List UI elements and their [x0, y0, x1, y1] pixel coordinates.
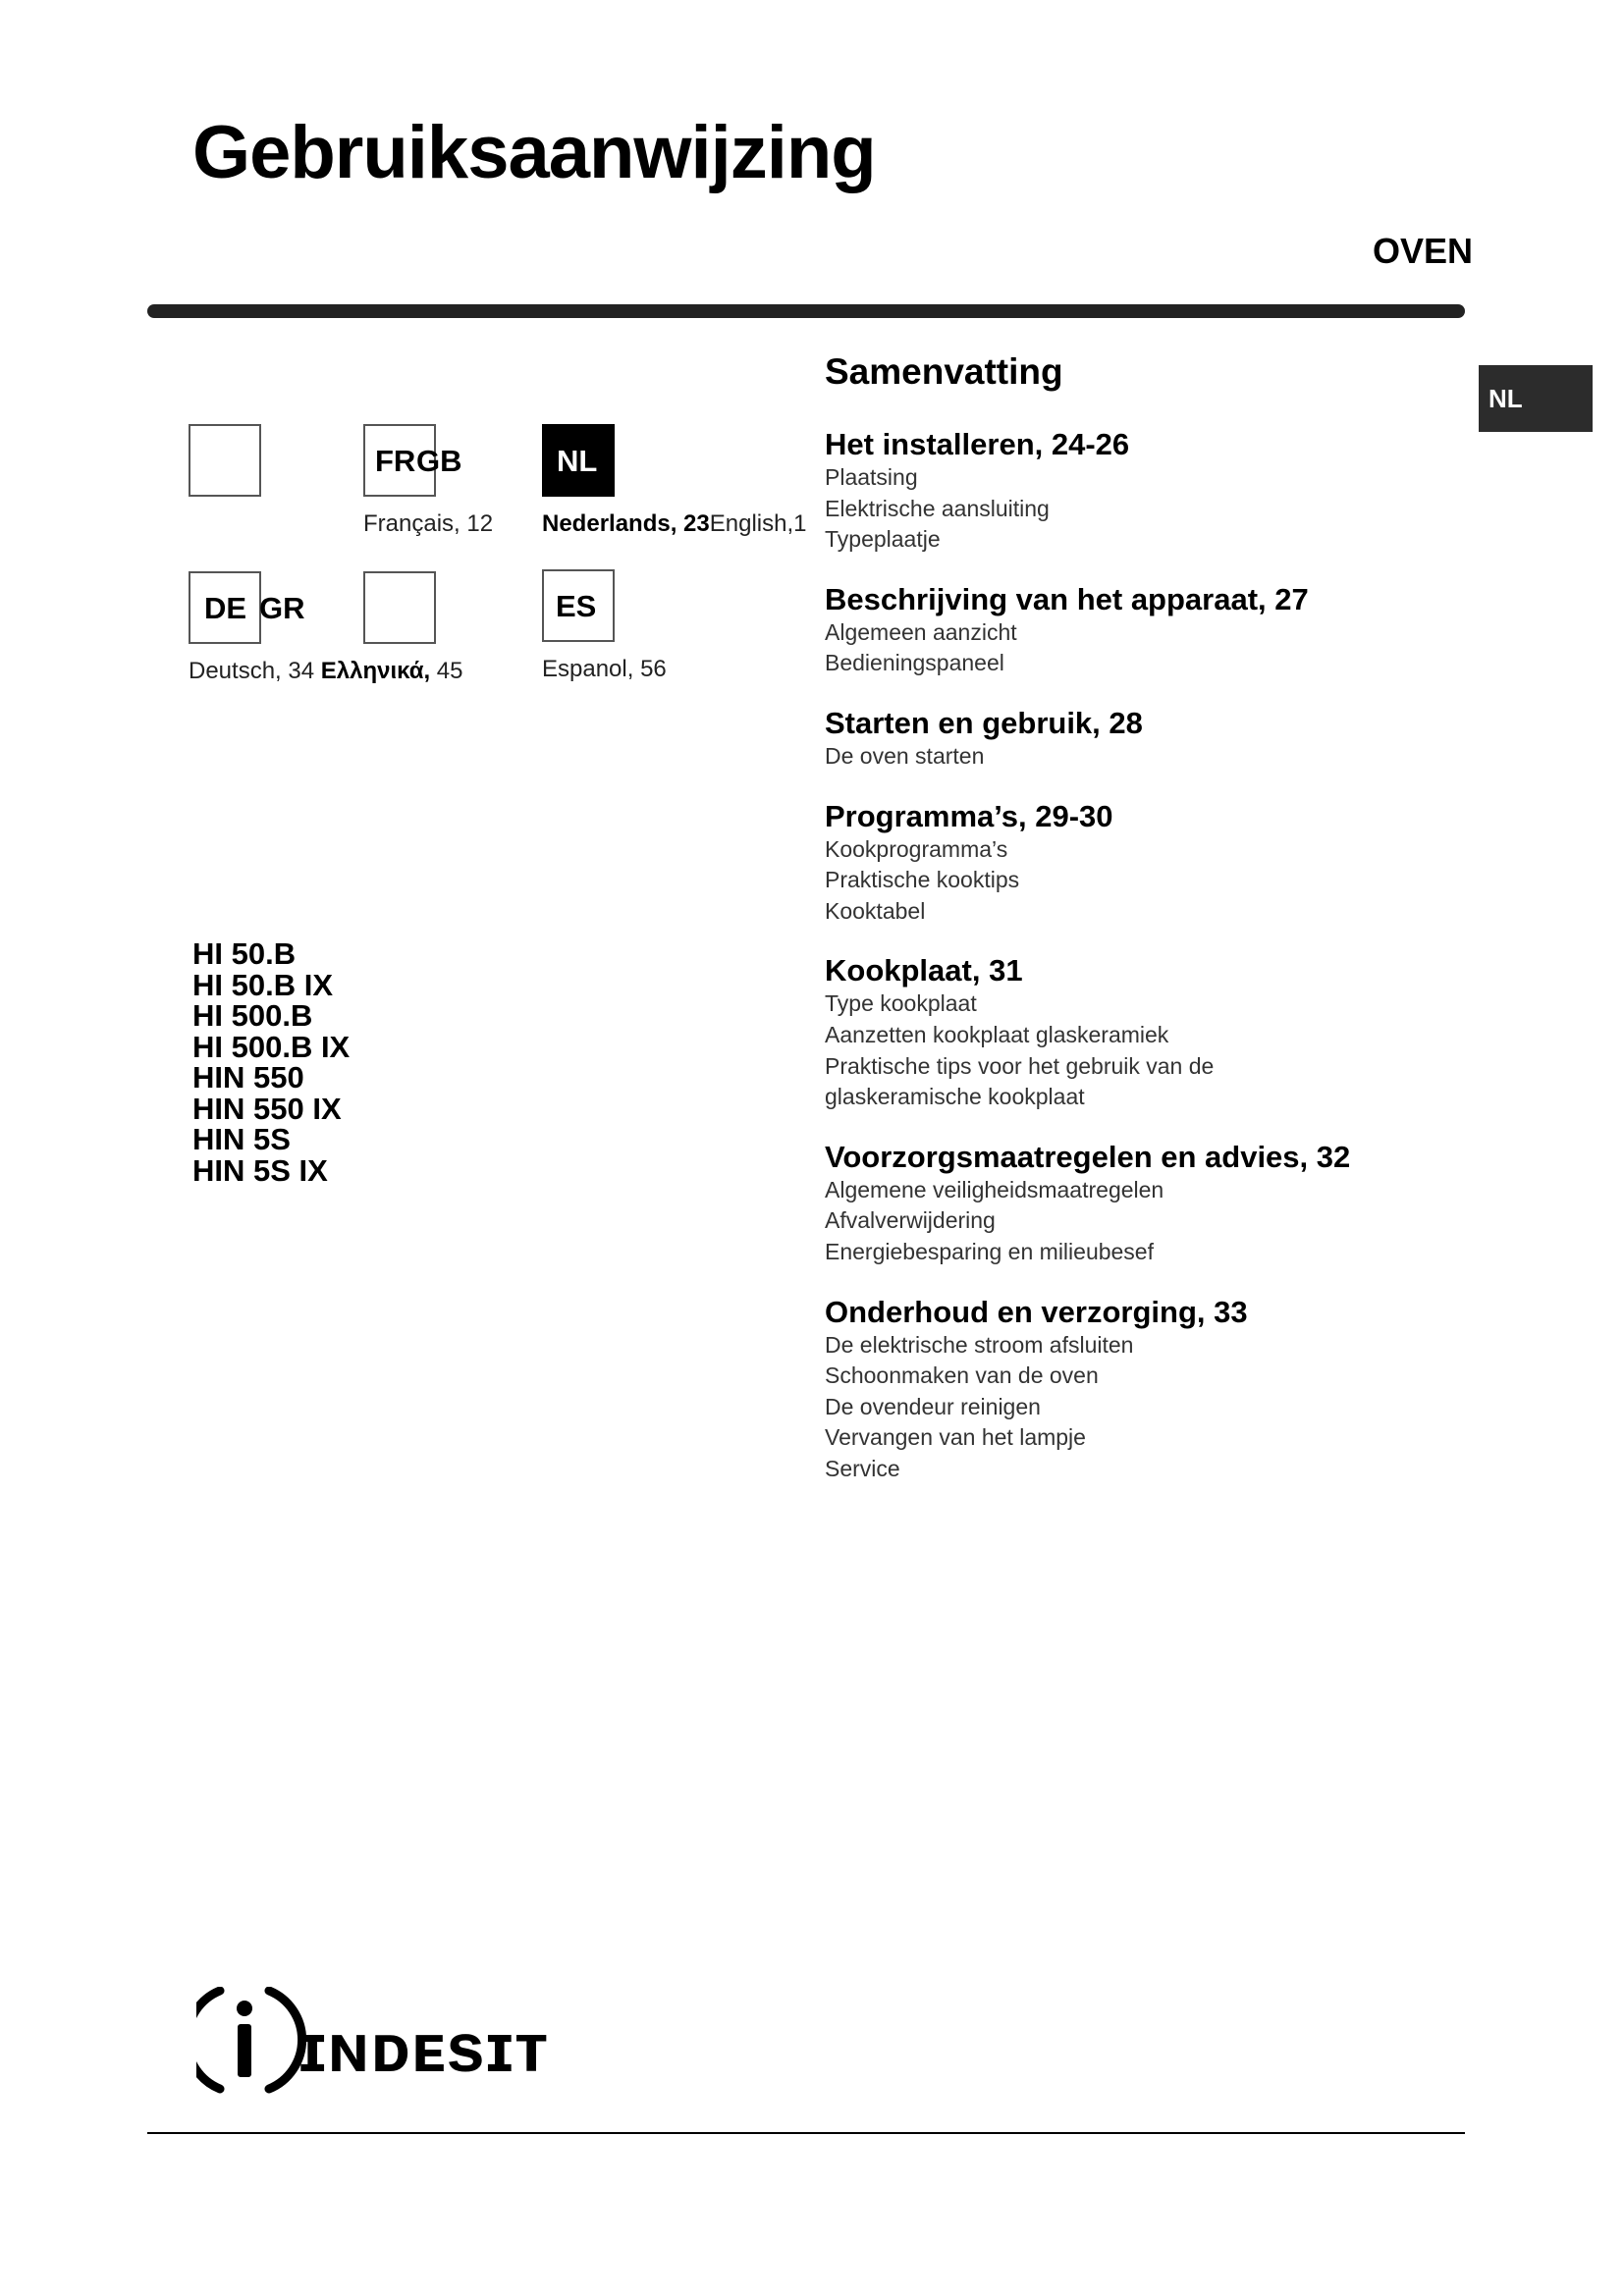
toc-item: De elektrische stroom afsluiten [825, 1331, 1134, 1358]
toc-item: De oven starten [825, 742, 985, 769]
lang-caption-en: English,1 [709, 510, 807, 537]
lang-caption-fr: Français, 12 [363, 510, 494, 537]
toc-item: Praktische tips voor het gebruik van de [825, 1052, 1215, 1079]
toc-item: Kooktabel [825, 897, 926, 924]
lang-caption-nl-en [542, 512, 806, 536]
toc-section-title: Onderhoud en verzorging, 33 [825, 1294, 1248, 1329]
lang-caption-gr-page: 45 [430, 658, 463, 684]
toc-section-maintenance [825, 1295, 1473, 1485]
model-item: HI 500.B [192, 998, 313, 1033]
lang-box-nl-label: NL [557, 444, 598, 478]
toc-item: Service [825, 1455, 900, 1481]
model-list [192, 938, 350, 1186]
lang-box-gb-label: GB [416, 444, 462, 478]
toc-section-description [825, 582, 1473, 679]
lang-box-fr [363, 424, 462, 497]
table-of-contents [825, 353, 1473, 1511]
model-item: HI 50.B [192, 936, 297, 971]
lang-box-es-label: ES [556, 589, 597, 623]
toc-section-installing [825, 427, 1473, 556]
toc-item: Energiebesparing en milieubesef [825, 1238, 1154, 1264]
toc-section-precautions [825, 1140, 1473, 1268]
lang-caption-de-gr [189, 660, 463, 683]
lang-box-de-label: DE [204, 591, 247, 625]
toc-item: Type kookplaat [825, 990, 977, 1017]
toc-section-title: Kookplaat, 31 [825, 953, 1023, 988]
toc-section-hob [825, 953, 1473, 1112]
lang-box-es [542, 569, 615, 642]
lang-caption-es: Espanol, 56 [542, 656, 667, 682]
lang-box-empty-1 [189, 424, 261, 497]
lang-box-gr-label: GR [259, 591, 305, 625]
toc-section-programs [825, 799, 1473, 928]
lang-box-nl [542, 424, 615, 497]
toc-section-start [825, 706, 1473, 773]
lang-caption-gr: Ελληνικά, [320, 658, 431, 684]
header-divider [147, 304, 1465, 318]
toc-item: Praktische kooktips [825, 867, 1020, 893]
toc-item: Algemeen aanzicht [825, 618, 1017, 645]
language-tab: NL [1479, 365, 1593, 432]
lang-caption-de: Deutsch, 34 [189, 658, 315, 684]
footer-divider [147, 2132, 1465, 2134]
toc-item: Bedieningspaneel [825, 650, 1004, 676]
model-item: HIN 5S [192, 1122, 291, 1156]
model-item: HI 50.B IX [192, 967, 333, 1002]
toc-section-title: Starten en gebruik, 28 [825, 705, 1143, 740]
toc-item: Kookprogramma’s [825, 835, 1008, 862]
toc-item: Afvalverwijdering [825, 1207, 996, 1234]
toc-item: Vervangen van het lampje [825, 1424, 1086, 1451]
toc-section-title: Het installeren, 24-26 [825, 427, 1130, 461]
toc-section-title: Beschrijving van het apparaat, 27 [825, 581, 1309, 616]
toc-section-title: Voorzorgsmaatregelen en advies, 32 [825, 1139, 1351, 1174]
svg-text:ɪɴᴅᴇsɪᴛ: ɪɴᴅᴇsɪᴛ [298, 2009, 550, 2086]
toc-item: Typeplaatje [825, 526, 941, 553]
lang-box-de [189, 571, 305, 644]
toc-item: Schoonmaken van de oven [825, 1362, 1099, 1389]
model-item: HIN 550 IX [192, 1091, 342, 1126]
model-item: HI 500.B IX [192, 1029, 351, 1064]
product-type-label: OVEN [1372, 231, 1473, 271]
toc-item: glaskeramische kookplaat [825, 1084, 1085, 1110]
document-title: Gebruiksaanwijzing [192, 111, 876, 194]
lang-caption-nl: Nederlands, 23 [542, 510, 710, 537]
indesit-logo [196, 1987, 569, 2095]
toc-item: Plaatsing [825, 464, 918, 490]
lang-box-empty-2 [363, 571, 436, 644]
toc-item: Aanzetten kookplaat glaskeramiek [825, 1021, 1169, 1047]
lang-box-fr-label: FR [375, 444, 416, 478]
toc-item: De ovendeur reinigen [825, 1393, 1041, 1419]
toc-item: Algemene veiligheidsmaatregelen [825, 1176, 1164, 1202]
toc-heading: Samenvatting [825, 351, 1063, 392]
toc-section-title: Programma’s, 29-30 [825, 798, 1113, 833]
model-item: HIN 5S IX [192, 1152, 328, 1188]
toc-item: Elektrische aansluiting [825, 495, 1050, 521]
model-item: HIN 550 [192, 1060, 304, 1095]
